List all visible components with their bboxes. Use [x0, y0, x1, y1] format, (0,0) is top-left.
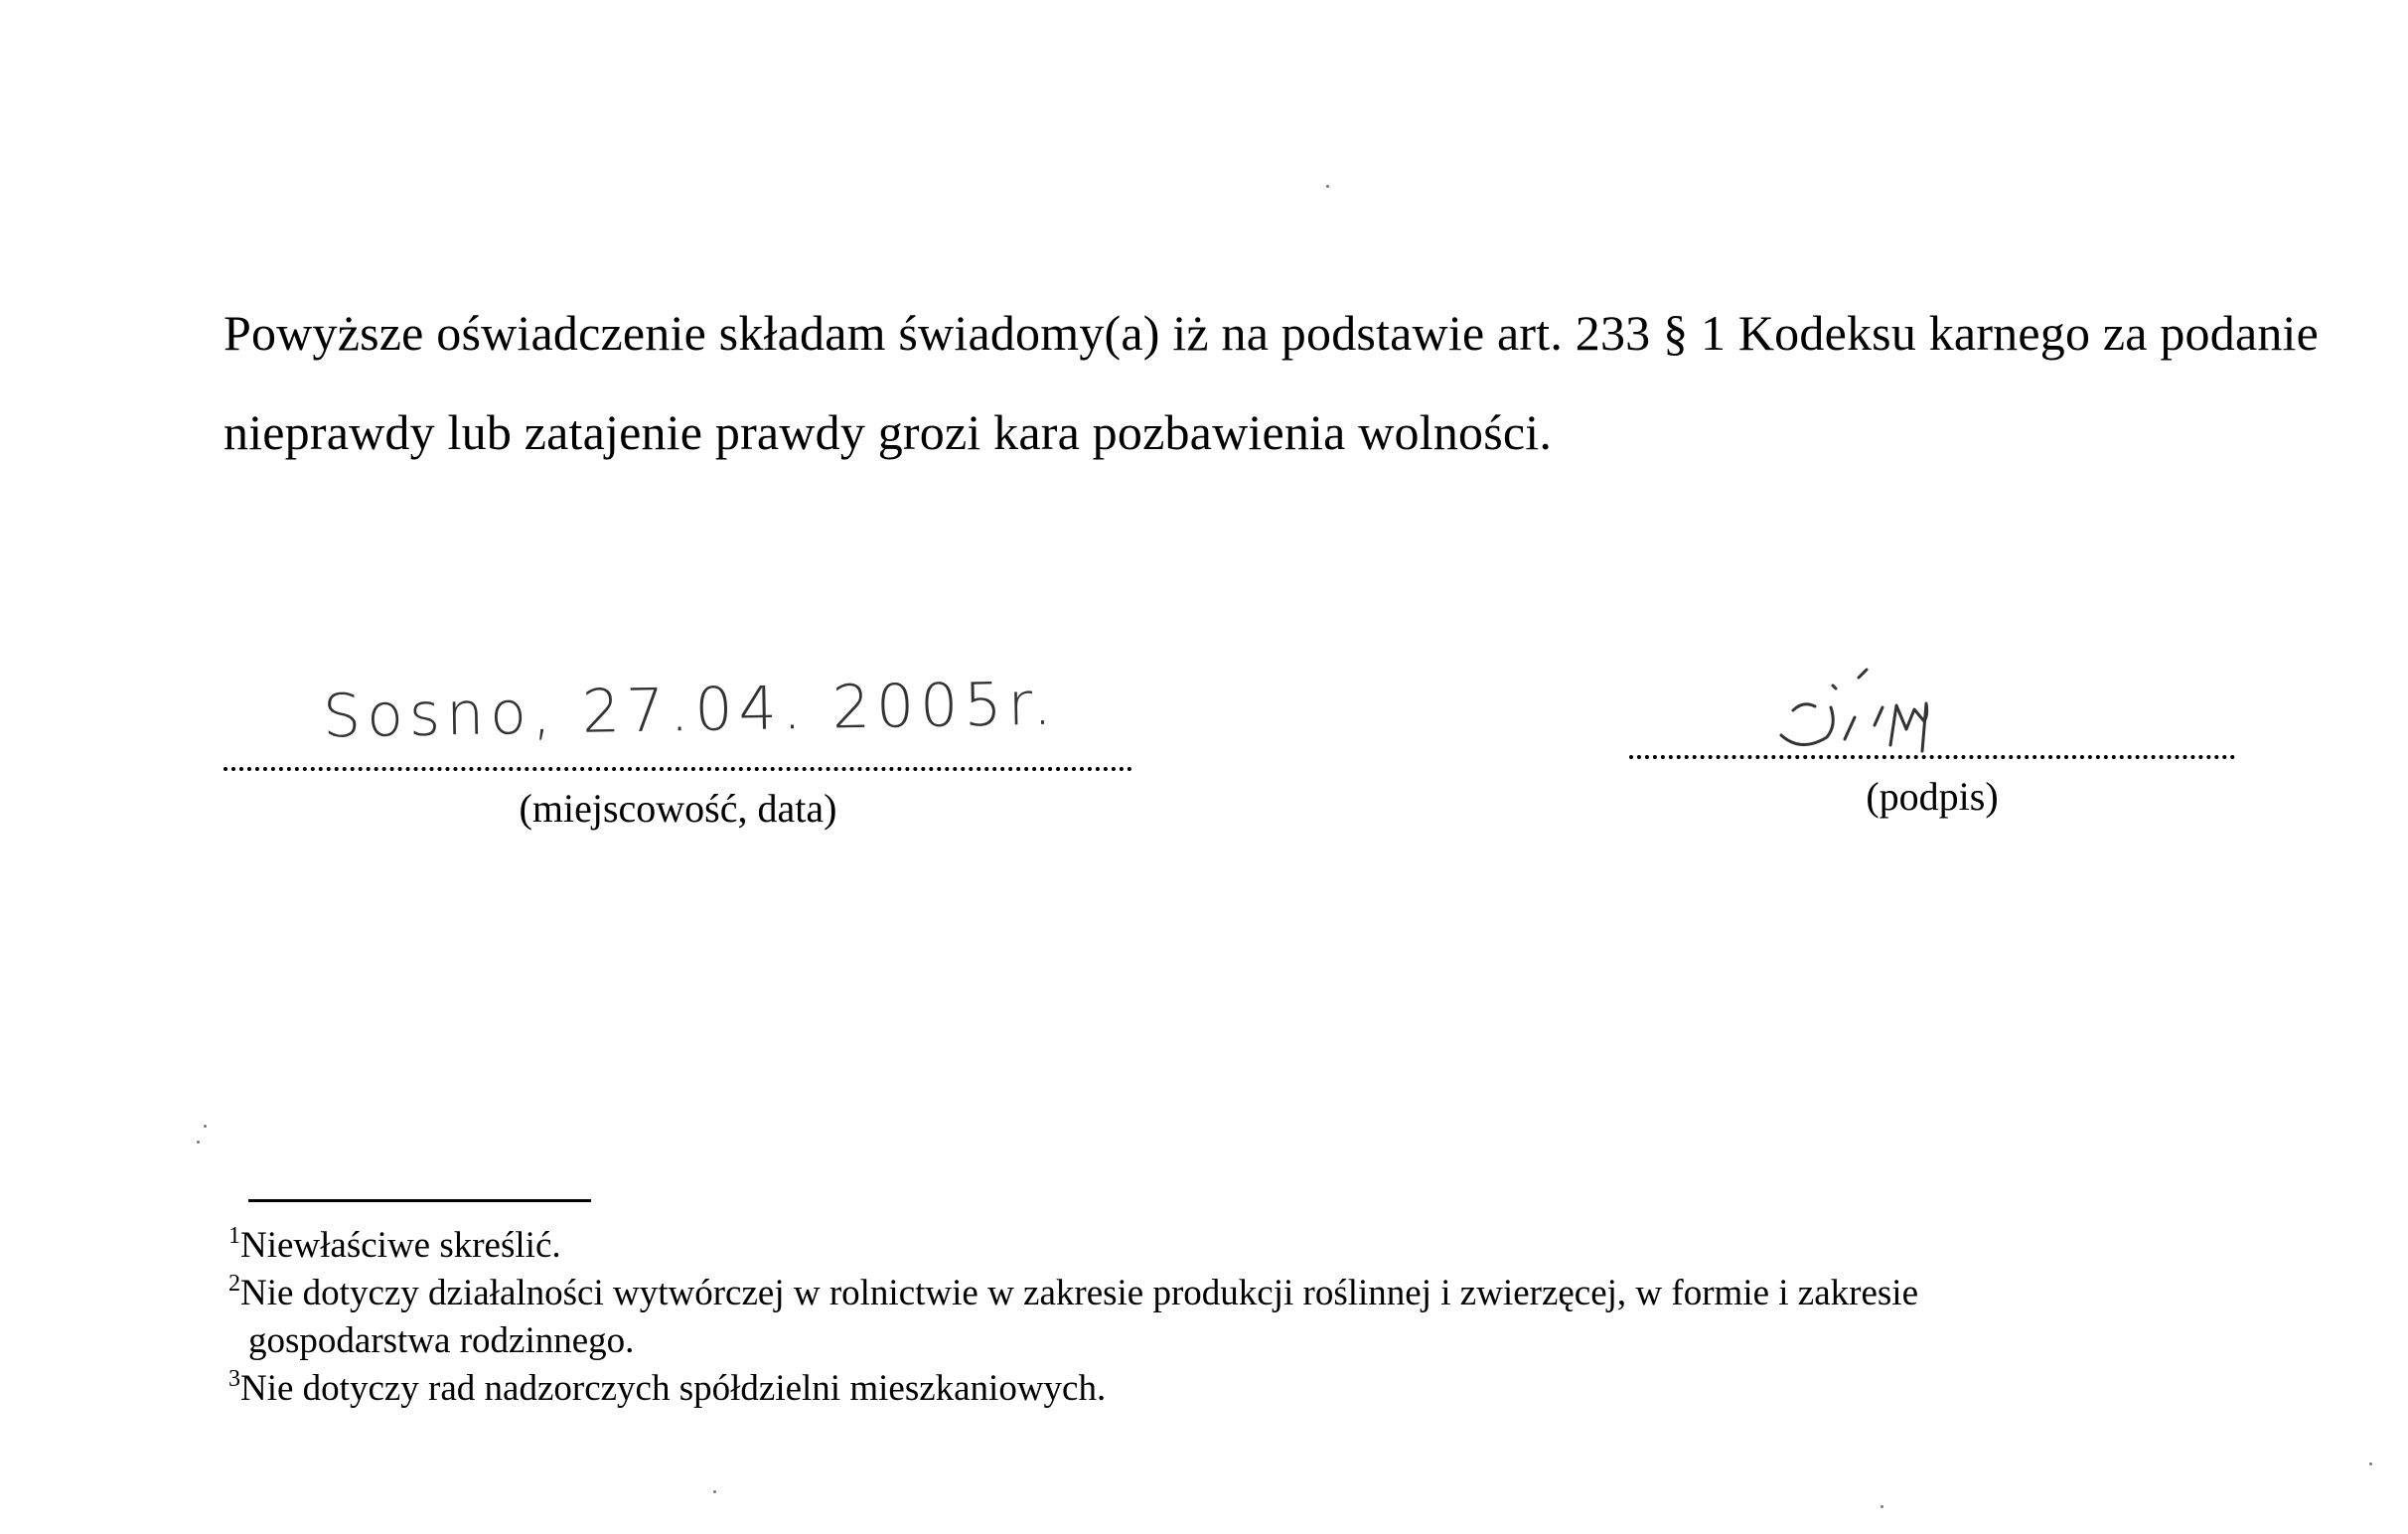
footnote-marker: 2 — [228, 1271, 240, 1297]
scan-speck — [713, 1490, 716, 1493]
footnote-2 — [228, 1270, 2364, 1317]
footnote-text: Nie dotyczy rad nadzorczych spółdzielni mieszkaniowych. — [240, 1368, 1107, 1409]
footnote-marker: 3 — [228, 1366, 240, 1392]
footnote-2-continuation: gospodarstwa rodzinnego. — [248, 1320, 635, 1361]
handwritten-place-date: Sosno, 27.04. 2005r. — [322, 669, 1059, 752]
footnote-1 — [228, 1222, 2364, 1270]
footnote-separator — [248, 1199, 591, 1202]
footnote-text: Niewłaściwe skreślić. — [240, 1225, 561, 1266]
scan-speck — [197, 1141, 200, 1144]
place-date-caption: (miejscowość, data) — [519, 786, 837, 831]
declaration-statement — [224, 283, 2359, 482]
place-date-dotted-line — [224, 767, 1132, 771]
signature-dotted-line — [1629, 755, 2235, 759]
scan-speck — [204, 1125, 207, 1128]
footnote-3 — [228, 1365, 2364, 1413]
statement-line-1: Powyższe oświadczenie składam świadomy(a) iż na podstawie art. 233 § 1 Kodeksu karnego za podanie — [224, 305, 2320, 361]
handwritten-signature — [1763, 656, 1982, 765]
footnotes — [228, 1222, 2364, 1413]
footnote-text: Nie dotyczy działalności wytwórczej w rolnictwie w zakresie produkcji roślinnej i zwierzęcej, w formie i zakresie — [240, 1273, 1918, 1313]
scan-speck — [2369, 1462, 2372, 1465]
scan-speck — [1881, 1505, 1883, 1508]
footnote-marker: 1 — [228, 1223, 240, 1249]
scan-speck — [1326, 185, 1329, 188]
signature-caption: (podpis) — [1866, 774, 1999, 819]
statement-line-2: nieprawdy lub zatajenie prawdy grozi kara pozbawienia wolności. — [224, 404, 1553, 460]
